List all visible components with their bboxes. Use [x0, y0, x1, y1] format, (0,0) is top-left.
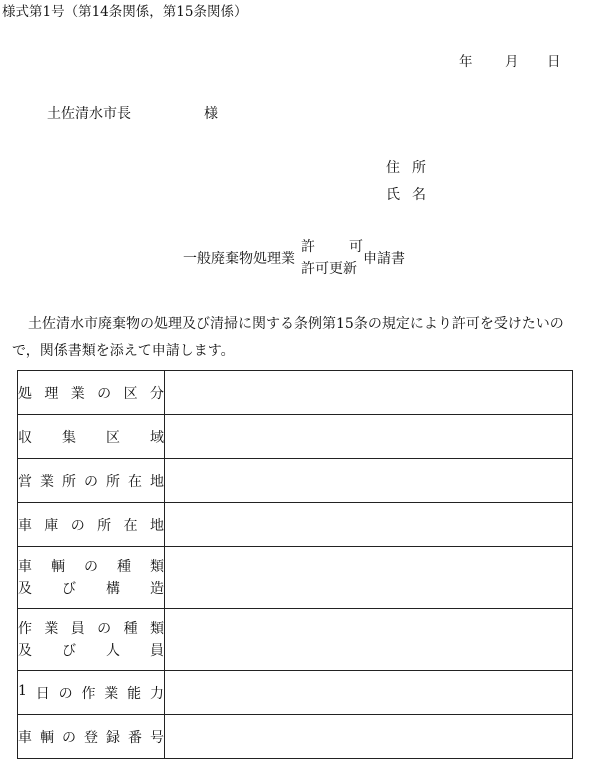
row-label-line: 営 業 所 の 所 在 地 — [18, 473, 164, 490]
table-row — [18, 671, 573, 715]
row-value-field[interactable] — [165, 715, 573, 759]
table-row — [18, 715, 573, 759]
application-statement — [12, 311, 589, 365]
row-value-field[interactable] — [165, 415, 573, 459]
row-label-line: 1 日 の 作 業 能 力 — [18, 682, 164, 702]
row-label — [18, 371, 165, 415]
row-label-line: 収 集 区 域 — [18, 429, 164, 446]
row-label — [18, 503, 165, 547]
table-row — [18, 415, 573, 459]
row-label-line: 車 庫 の 所 在 地 — [18, 517, 164, 534]
table-row — [18, 609, 573, 671]
addressee-name: 土佐清水市長 — [47, 106, 131, 122]
row-label-line: 車 輌 の 登 録 番 号 — [18, 729, 164, 746]
row-label — [18, 715, 165, 759]
applicant-name-label: 氏名 — [386, 187, 438, 203]
row-label — [18, 415, 165, 459]
title-permit-options — [301, 236, 361, 276]
row-value-field[interactable] — [165, 503, 573, 547]
date-year-label: 年 — [459, 54, 473, 70]
row-value-field[interactable] — [165, 459, 573, 503]
row-label-line: 作 業 員 の 種 類 — [18, 620, 164, 637]
row-label-line: 及 び 構 造 — [18, 580, 164, 597]
row-label-line: 及 び 人 員 — [18, 642, 164, 659]
row-value-field[interactable] — [165, 371, 573, 415]
row-label — [18, 547, 165, 609]
title-tail: 申請書 — [363, 251, 405, 267]
form-number: 様式第1号（第14条関係，第15条関係） — [2, 4, 248, 20]
row-label — [18, 609, 165, 671]
statement-line-1: 土佐清水市廃棄物の処理及び清掃に関する条例第15条の規定により許可を受けたいの — [28, 316, 564, 332]
statement-line-2: で，関係書類を添えて申請します。 — [12, 343, 235, 359]
title-option-top-right: 可 — [349, 239, 363, 255]
title-option-top-left: 許 — [301, 239, 315, 255]
title-option-bottom: 許可更新 — [301, 261, 357, 277]
addressee-honorific: 様 — [204, 106, 218, 122]
applicant-address-label: 住所 — [386, 160, 438, 176]
table-row — [18, 503, 573, 547]
row-label — [18, 459, 165, 503]
title-main: 一般廃棄物処理業 — [183, 251, 295, 267]
application-table — [17, 370, 573, 759]
row-label — [18, 671, 165, 715]
row-value-field[interactable] — [165, 609, 573, 671]
row-label-line: 車 輌 の 種 類 — [18, 558, 164, 575]
row-value-field[interactable] — [165, 671, 573, 715]
table-row — [18, 371, 573, 415]
date-day-label: 日 — [547, 54, 561, 70]
row-label-line: 処 理 業 の 区 分 — [18, 385, 164, 402]
table-row — [18, 547, 573, 609]
date-month-label: 月 — [505, 54, 519, 70]
table-row — [18, 459, 573, 503]
row-value-field[interactable] — [165, 547, 573, 609]
